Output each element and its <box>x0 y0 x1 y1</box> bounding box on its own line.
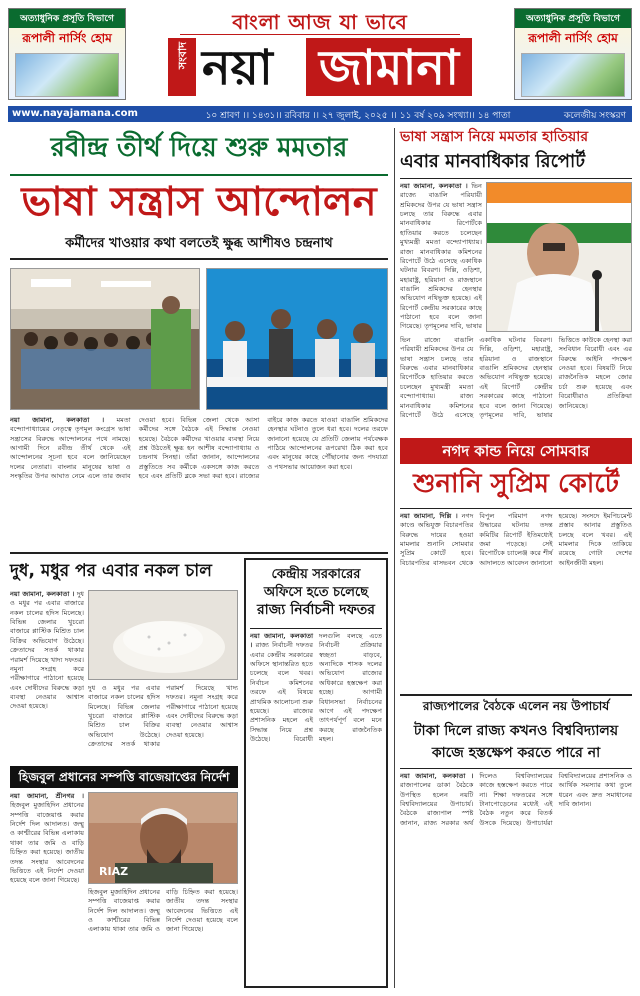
hizbul-body-b <box>88 888 238 988</box>
divider <box>400 508 632 509</box>
hizbul-body-text: হিজবুল মুজাহিদিন প্রধানের সম্পত্তি বাজেয়াপ্ত করার নির্দেশ দিল আদালত। জম্মু ও কাশ্মীরের বিভিন্ন এলাকায় থাকা তার জমি ও বাড়ি চিহ্নিত করা হয়েছে। জাতীয় তদন্ত সংস্থার আবেদনের ভিত্তিতে এই নির্দেশ দেওয়া হয়েছে বলে জানা গিয়েছে। <box>10 801 84 885</box>
hizbul-byline: নয়া জামানা, শ্রীনগর । <box>10 792 84 800</box>
centre-body <box>250 632 382 982</box>
logo-word-2: জামানা <box>318 40 459 96</box>
dateline-bar <box>8 106 632 122</box>
divider <box>10 552 388 554</box>
logo-word-2-block <box>306 38 472 96</box>
rice-photo <box>88 590 238 680</box>
logo-prefix-block <box>168 38 196 96</box>
centre-body-text: রাজ্য নির্বাচনী দফতর এবার কেন্দ্রীয় সরকারের অফিসে স্থানান্তরিত হতে চলেছে বলে খবর। নির্বাচন কমিশনের তরফে এই বিষয়ে প্রাথমিক আলোচনা শুরু হয়েছে। রাজ্যের প্রশাসনিক মহলে এই সিদ্ধান্ত নিয়ে প্রশ্ন উঠেছে। বিরোধী দলগুলি বলছে এতে নির্বাচনী প্রক্রিয়ার স্বচ্ছতা বাড়বে, অন্যদিকে শাসক দলের অভিযোগ রাজ্যের অধিকারে হস্তক্ষেপ করা হচ্ছে। আগামী বিধানসভা নির্বাচনের আগে এই পদক্ষেপ তাৎপর্যপূর্ণ বলে মনে করছে রাজনৈতিক মহল। <box>250 632 382 743</box>
centre-headline-line1: কেন্দ্রীয় সরকারের <box>271 567 361 582</box>
rice-body-continued: দুধ ও মধুর পর এবার বাজারে নকল চালের হদিস মিলেছে। বিভিন্ন জেলার খুচরো বাজারে প্লাস্টিক মিশ্রিত চাল বিক্রির অভিযোগ উঠেছে। ক্রেতাদের সতর্ক থাকার পরামর্শ দিয়েছে খাদ্য দফতর। নমুনা সংগ্রহ করে পরীক্ষাগারে পাঠানো হয়েছে এবং দোষীদের বিরুদ্ধে কড়া ব্যবস্থা নেওয়ার আশ্বাস দেওয়া হয়েছে। <box>88 684 238 749</box>
divider <box>10 258 388 260</box>
right-top-body-a <box>400 182 482 332</box>
nagad-body-text: নগদ কাণ্ডে অভিযুক্ত বিচারপতির বিরুদ্ধে দায়ের হওয়া মামলার শুনানি সোমবার সুপ্রিম কোর্টে হবে। বিচারপতির বাসভবন থেকে বিপুল পরিমাণ নগদ উদ্ধারের ঘটনায় তদন্ত কমিটির রিপোর্ট ইতিমধ্যেই জমা পড়েছে। সেই রিপোর্টকে চ্যালেঞ্জ করে শীর্ষ আদালতে আবেদন জানানো হয়েছে। সংসদে ইমপিচমেন্ট প্রস্তাব আনার প্রস্তুতিও চলছে বলে খবর। এই মামলার দিকে তাকিয়ে রয়েছে গোটা দেশের আইনজীবী মহল। <box>400 512 632 567</box>
right-kicker: ভাষা সন্ত্রাস নিয়ে মমতার হাতিয়ার <box>400 129 589 145</box>
rice-body-a <box>10 590 84 760</box>
ad-name: রূপালী নার্সিং হোম <box>22 31 112 45</box>
ad-title: অত্যাধুনিক প্রসূতি বিভাগে <box>9 9 125 28</box>
ad-building-image <box>15 53 119 97</box>
governor-headline-line1: টাকা দিলে রাজ্য কখনও বিশ্ববিদ্যালয় <box>413 723 619 739</box>
divider <box>400 694 632 696</box>
lead-photo-meeting <box>10 268 200 410</box>
rice-byline: নয়া জামানা, কলকাতা । <box>10 590 75 598</box>
ad-building-image <box>521 53 625 97</box>
hizbul-photo <box>88 792 238 884</box>
governor-body-text: রাজ্যপালের ডাকা বৈঠকে উপস্থিত হলেন নয়টি বিশ্ববিদ্যালয়ের উপাচার্য। বৈঠকে রাজ্যপাল স্পষ্ট জানান, রাজ্য সরকার অর্থ দিলেও বিশ্ববিদ্যালয়ের কাজে হস্তক্ষেপ করতে পারে না। শিক্ষা দফতরের সঙ্গে টানাপোড়েনের মধ্যেই এই বৈঠক নতুন করে বিতর্ক উসকে দিয়েছে। উপাচার্যরা বিশ্ববিদ্যালয়ের প্রশাসনিক ও আর্থিক সমস্যার কথা তুলে ধরেন এবং দ্রুত সমাধানের দাবি জানান। <box>400 772 632 827</box>
rice-body-text: দুধ ও মধুর পর এবার বাজারে নকল চালের হদিস মিলেছে। বিভিন্ন জেলার খুচরো বাজারে প্লাস্টিক মিশ্রিত চাল বিক্রির অভিযোগ উঠেছে। ক্রেতাদের সতর্ক থাকার পরামর্শ দিয়েছে খাদ্য দফতর। নমুনা সংগ্রহ করে পরীক্ষাগারে পাঠানো হয়েছে এবং দোষীদের বিরুদ্ধে কড়া ব্যবস্থা নেওয়ার আশ্বাস দেওয়া হয়েছে। <box>10 590 84 711</box>
lead-body-text: মমতা বন্দ্যোপাধ্যায়ের নেতৃত্বে তৃণমূল কংগ্রেস ভাষা সন্ত্রাসের বিরুদ্ধে আন্দোলনের পথে নামছে। আগামী দিনে রবীন্দ্র তীর্থ থেকে এই আন্দোলনের সূচনা হবে বলে জানিয়েছেন দলের নেতারা। বাংলার মানুষের ভাষা ও সংস্কৃতির উপর আঘাত নেমে এলে তার জবাব দেওয়া হবে। বিভিন্ন জেলা থেকে আসা কর্মীদের সঙ্গে বৈঠকে এই সিদ্ধান্ত নেওয়া হয়েছে। বৈঠকে কর্মীদের খাওয়ার ব্যবস্থা নিয়ে প্রশ্ন উঠতেই ক্ষুব্ধ হন আশীষ বন্দ্যোপাধ্যায় ও চন্দ্রনাথ সিনহা। তাঁরা জানান, আন্দোলনের প্রস্তুতিতে সব কর্মীকে একসঙ্গে কাজ করতে হবে এবং প্রতিটি ব্লকে সভা করা হবে। রাজ্যের বাইরে কাজ করতে যাওয়া বাঙালি শ্রমিকদের হেনস্থার ঘটনাও তুলে ধরা হবে। দলের তরফে জানানো হয়েছে যে প্রতিটি জেলায় পর্যবেক্ষক পাঠিয়ে আন্দোলনের রূপরেখা ঠিক করা হবে এবং মানুষের কাছে পৌঁছানোর জন্য পদযাত্রা ও পথসভার আয়োজন করা হবে। <box>10 416 388 481</box>
nagad-kicker: নগদ কান্ড নিয়ে সোমবার <box>400 438 632 464</box>
right-top-body-b <box>400 336 632 432</box>
governor-headline-line2: কাজে হস্তক্ষেপ করতে পারে না <box>431 745 601 761</box>
right-byline: নয়া জামানা, কলকাতা । <box>400 182 468 190</box>
centre-headline-line2: অফিসে হতে চলেছে <box>263 584 369 600</box>
hizbul-headline: হিজবুল প্রধানের সম্পত্তি বাজেয়াপ্তের নির্দেশ <box>10 766 238 788</box>
right-vertical-rule <box>394 128 395 988</box>
ad-name: রূপালী নার্সিং হোম <box>528 31 618 45</box>
governor-kicker: রাজ্যপালের বৈঠকে এলেন নয় উপাচার্য <box>422 699 610 713</box>
divider <box>400 178 632 179</box>
centre-headline <box>250 566 382 620</box>
right-photo-speaker <box>486 182 632 332</box>
lead-headline <box>10 180 388 224</box>
advertisement-left[interactable] <box>8 8 126 100</box>
governor-byline: নয়া জামানা, কলকাতা । <box>400 772 474 780</box>
advertisement-right[interactable] <box>514 8 632 100</box>
divider <box>250 628 382 629</box>
centre-headline-line3: রাজ্য নির্বাচনী দফতর <box>256 602 375 619</box>
lead-kicker: রবীন্দ্র তীর্থ দিয়ে শুরু মমতার <box>50 133 348 163</box>
lead-subhead: কর্মীদের খাওয়ার কথা বলতেই ক্ষুব্ধ আশীষও চন্দ্রনাথ <box>10 232 388 256</box>
lead-body <box>10 416 388 544</box>
website-link[interactable]: www.nayajamana.com <box>12 108 138 119</box>
hizbul-photo-label: RIAZ <box>99 865 129 878</box>
hizbul-body-a <box>10 792 84 988</box>
edition-label: কলেজীয় সংস্করণ <box>563 111 626 121</box>
right-body-continued: ভিন রাজ্যে বাঙালি পরিযায়ী শ্রমিকদের উপর যে ভাষা সন্ত্রাস চলছে তার বিরুদ্ধে এবার মানবাধিকার রিপোর্টকে হাতিয়ার করতে চলেছেন মুখ্যমন্ত্রী মমতা বন্দ্যোপাধ্যায়। রাজ্য মানবাধিকার কমিশনের রিপোর্টে উঠে এসেছে একাধিক ঘটনার বিবরণ। দিল্লি, ওড়িশা, মহারাষ্ট্র, হরিয়ানা ও রাজস্থানে বাঙালি শ্রমিকদের হেনস্থার অভিযোগ নথিভুক্ত হয়েছে। এই রিপোর্ট কেন্দ্রীয় সরকারের কাছে পাঠানো হবে বলে জানা গিয়েছে। তৃণমূলের দাবি, ভাষার ভিত্তিতে কাউকে হেনস্থা করা সংবিধান বিরোধী এবং এর বিরুদ্ধে আইনি পদক্ষেপ নেওয়া হবে। বিষয়টি নিয়ে রাজনৈতিক মহলে জোর চর্চা শুরু হয়েছে এবং বিরোধীরাও প্রতিক্রিয়া জানিয়েছে। <box>400 336 632 419</box>
masthead-tagline: বাংলা আজ যা ভাবে <box>232 10 408 34</box>
dateline: ১০ শ্রাবণ ।। ১৪৩১।। রবিবার ।। ২৭ জুলাই, ২০২৫ ।। ১১ বর্ষ ২০৯ সংখ্যা।। ১৪ পাতা <box>205 111 511 121</box>
ad-title: অত্যাধুনিক প্রসূতি বিভাগে <box>515 9 631 28</box>
hizbul-body-continued: হিজবুল মুজাহিদিন প্রধানের সম্পত্তি বাজেয়াপ্ত করার নির্দেশ দিল আদালত। জম্মু ও কাশ্মীরের বিভিন্ন এলাকায় থাকা তার জমি ও বাড়ি চিহ্নিত করা হয়েছে। জাতীয় তদন্ত সংস্থার আবেদনের ভিত্তিতে এই নির্দেশ দেওয়া হয়েছে বলে জানা গিয়েছে। <box>88 888 238 934</box>
lead-photo-stage <box>206 268 388 410</box>
lead-byline: নয়া জামানা, কলকাতা । <box>10 416 105 424</box>
logo-word-1: নয়া <box>202 40 273 96</box>
divider <box>10 174 388 176</box>
divider <box>400 768 632 769</box>
centre-byline: নয়া জামানা, কলকাতা । <box>250 632 313 650</box>
right-body-text: ভিন রাজ্যে বাঙালি পরিযায়ী শ্রমিকদের উপর যে ভাষা সন্ত্রাস চলছে তার বিরুদ্ধে এবার মানবাধিকার রিপোর্টকে হাতিয়ার করতে চলেছেন মুখ্যমন্ত্রী মমতা বন্দ্যোপাধ্যায়। রাজ্য মানবাধিকার কমিশনের রিপোর্টে উঠে এসেছে একাধিক ঘটনার বিবরণ। দিল্লি, ওড়িশা, মহারাষ্ট্র, হরিয়ানা ও রাজস্থানে বাঙালি শ্রমিকদের হেনস্থার অভিযোগ নথিভুক্ত হয়েছে। এই রিপোর্ট কেন্দ্রীয় সরকারের কাছে পাঠানো হবে বলে জানা গিয়েছে। তৃণমূলের দাবি, ভাষার <box>400 182 482 331</box>
right-headline: এবার মানবাধিকার রিপোর্ট <box>400 151 586 172</box>
lead-headline-text: ভাষা সন্ত্রাস আন্দোলন <box>21 179 377 225</box>
logo-prefix: সংবাদ <box>176 42 189 70</box>
rice-body-b <box>88 684 238 760</box>
masthead-logo[interactable] <box>168 38 472 100</box>
governor-body <box>400 772 632 988</box>
governor-headline <box>400 720 632 766</box>
nagad-byline: নয়া জামানা, দিল্লি । <box>400 512 458 520</box>
nagad-headline: শুনানি সুপ্রিম কোর্টে <box>413 469 619 499</box>
nagad-body <box>400 512 632 688</box>
rice-headline: দুধ, মধুর পর এবার নকল চাল <box>10 561 212 581</box>
